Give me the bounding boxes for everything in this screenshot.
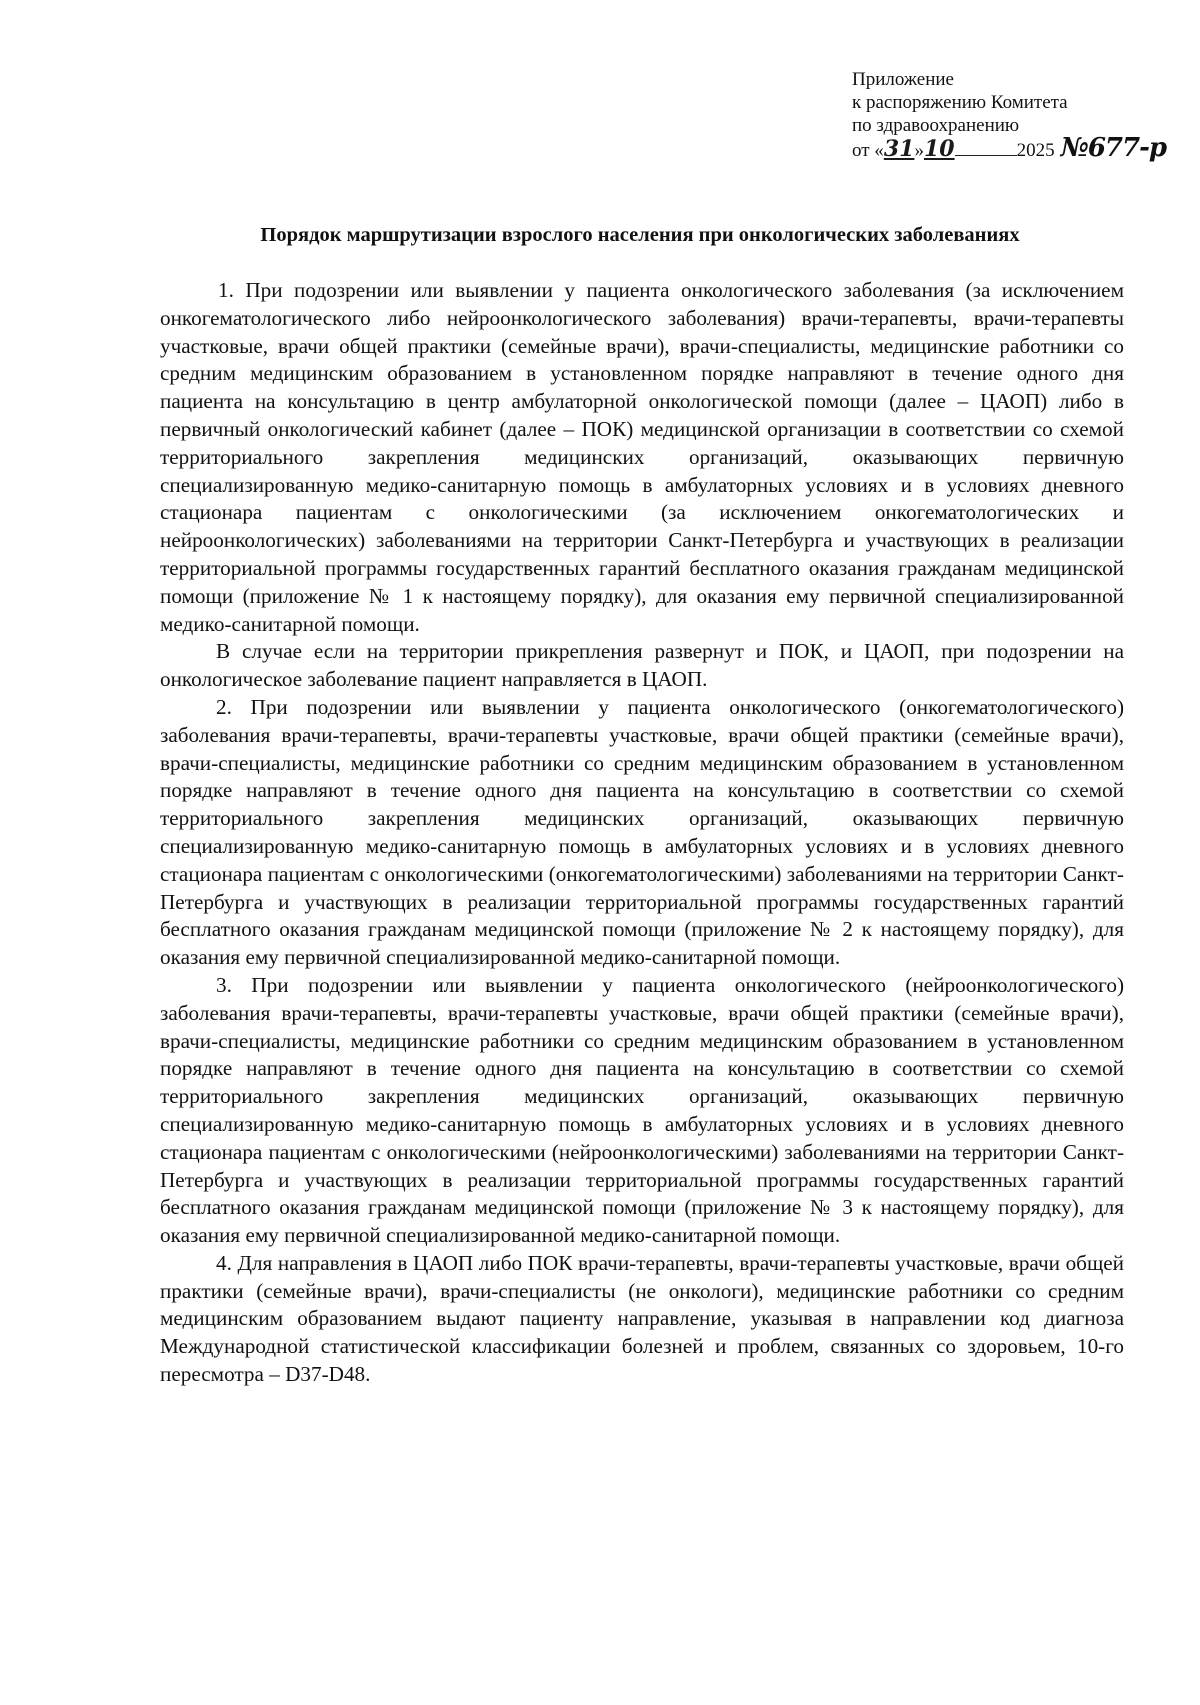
date-prefix: от « bbox=[852, 140, 884, 161]
date-year: 2025 bbox=[1016, 140, 1055, 161]
paragraph-4: 4. Для направления в ЦАОП либо ПОК врачи-терапевты, врачи-терапевты участковые, врачи общей практики (семейные врачи), врачи-специалисты (не онкологи), медицинские работники со средним медицинским образованием выдают пациенту направление, указывая в направлении код диагноза Международной статистической классификации болезней и проблем, связанных со здоровьем, 10-го пересмотра – D37-D48. bbox=[160, 1250, 1124, 1387]
appendix-order-reference: к распоряжению Комитета bbox=[852, 92, 1068, 113]
appendix-header bbox=[852, 68, 1172, 162]
appendix-label: Приложение bbox=[852, 69, 954, 90]
paragraph-2: 2. При подозрении или выявлении у пациента онкологического (онкогематологического) заболевания врачи-терапевты, врачи-терапевты участковые, врачи общей практики (семейные врачи), врачи-специалисты, медицинские работники со средним медицинским образованием в установленном порядке направляют в течение одного дня пациента на консультацию в соответствии со схемой территориального закрепления медицинских организаций, оказывающих первичную специализированную медико-санитарную помощь в амбулаторных условиях и в условиях дневного стационара пациентам с онкологическими (онкогематологическими) заболеваниями на территории Санкт-Петербурга и участвующих в реализации территориальной программы государственных гарантий бесплатного оказания гражданам медицинской помощи (приложение № 2 к настоящему порядку), для оказания ему первичной специализированной медико-санитарной помощи. bbox=[160, 694, 1124, 970]
paragraph-3: 3. При подозрении или выявлении у пациента онкологического (нейроонкологического) заболевания врачи-терапевты, врачи-терапевты участковые, врачи общей практики (семейные врачи), врачи-специалисты, медицинские работники со средним медицинским образованием в установленном порядке направляют в течение одного дня пациента на консультацию в соответствии со схемой территориального закрепления медицинских организаций, оказывающих первичную специализированную медико-санитарную помощь в амбулаторных условиях и в условиях дневного стационара пациентам с онкологическими (нейроонкологическими) заболеваниями на территории Санкт-Петербурга и участвующих в реализации территориальной программы государственных гарантий бесплатного оказания гражданам медицинской помощи (приложение № 3 к настоящему порядку), для оказания ему первичной специализированной медико-санитарной помощи. bbox=[160, 972, 1124, 1248]
document-title: Порядок маршрутизации взрослого населения при онкологических заболеваниях bbox=[260, 224, 1020, 246]
date-mid: » bbox=[914, 140, 924, 161]
appendix-date-line bbox=[852, 133, 1172, 163]
appendix-committee: по здравоохранению bbox=[852, 115, 1020, 136]
doc-number-handwritten: №677-р bbox=[1060, 133, 1167, 163]
document-body bbox=[160, 277, 1124, 1389]
date-blank-line bbox=[955, 141, 1017, 156]
paragraph-1-note: В случае если на территории прикрепления развернут и ПОК, и ЦАОП, при подозрении на онкологическое заболевание пациент направляется в ЦАОП. bbox=[160, 639, 1124, 692]
date-month-handwritten: 10 bbox=[923, 136, 955, 162]
paragraph-1: 1. При подозрении или выявлении у пациента онкологического заболевания (за исключением онкогематологического либо нейроонкологического заболевания) врачи-терапевты, врачи-терапевты участковые, врачи общей практики (семейные врачи), врачи-специалисты, медицинские работники со средним медицинским образованием в установленном порядке направляют в течение одного дня пациента на консультацию в центр амбулаторной онкологической помощи (далее – ЦАОП) либо в первичный онкологический кабинет (далее – ПОК) медицинской организации в соответствии со схемой территориального закрепления медицинских организаций, оказывающих первичную специализированную медико-санитарную помощь в амбулаторных условиях и в условиях дневного стационара пациентам с онкологическими (за исключением онкогематологических и нейроонкологических) заболеваниями на территории Санкт-Петербурга и участвующих в реализации территориальной программы государственных гарантий бесплатного оказания гражданам медицинской помощи (приложение № 1 к настоящему порядку), для оказания ему первичной специализированной медико-санитарной помощи. bbox=[160, 278, 1124, 636]
date-day-handwritten: 31 bbox=[883, 136, 915, 162]
